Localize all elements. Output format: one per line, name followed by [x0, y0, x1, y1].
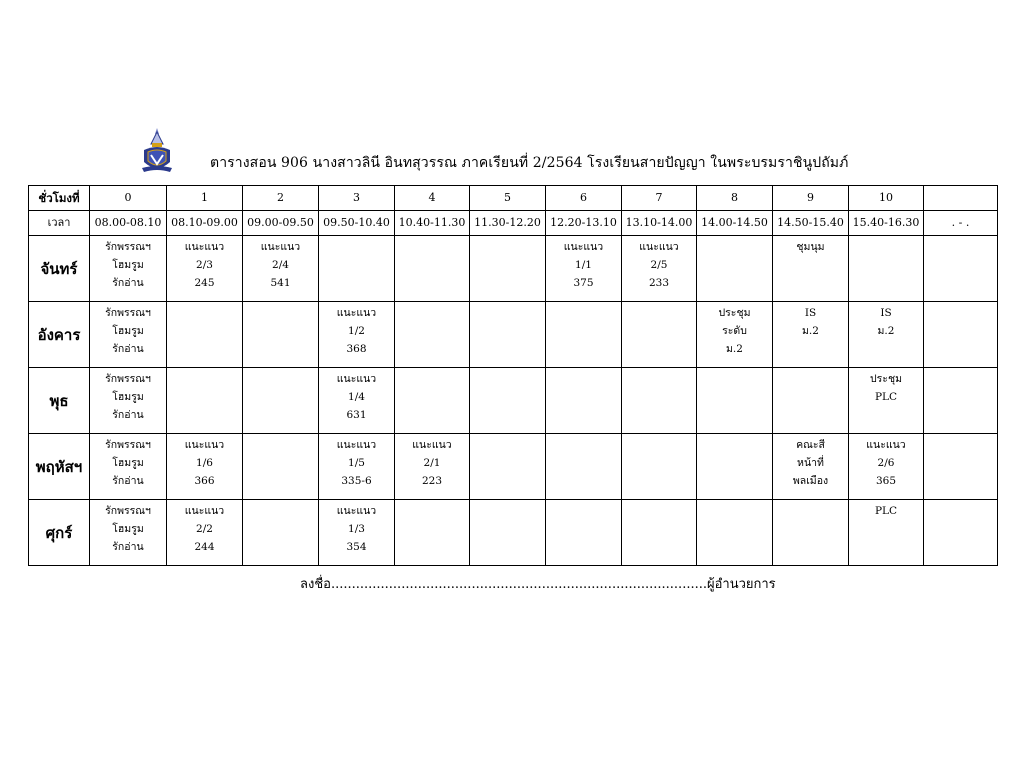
cell-line: 368 — [346, 343, 367, 355]
cell-line: หน้าที่ — [797, 457, 824, 469]
cell-line: 223 — [421, 475, 443, 487]
period-number: 0 — [90, 186, 167, 211]
cell-line: 233 — [648, 277, 670, 289]
period-number: 2 — [243, 186, 319, 211]
cell-line: รักพรรณฯ — [105, 439, 151, 451]
schedule-cell — [395, 500, 470, 566]
period-number: 10 — [849, 186, 924, 211]
schedule-cell — [167, 302, 243, 368]
cell-line: 375 — [573, 277, 594, 289]
cell-line: รักอ่าน — [112, 409, 144, 421]
schedule-cell — [773, 434, 849, 500]
time-slot: 09.50-10.40 — [319, 211, 395, 236]
schedule-cell — [319, 434, 395, 500]
cell-line: แนะแนว — [184, 505, 225, 517]
schedule-cell — [773, 302, 849, 368]
schedule-cell — [546, 500, 622, 566]
cell-line: แนะแนว — [184, 439, 225, 451]
schedule-cell — [90, 236, 167, 302]
schedule-cell — [924, 236, 998, 302]
cell-line: ม.2 — [726, 343, 743, 355]
cell-line: โฮมรูม — [112, 259, 144, 271]
teaching-schedule-table — [28, 185, 998, 566]
cell-line: ประชุม — [870, 373, 902, 385]
schedule-cell — [622, 500, 697, 566]
schedule-cell — [773, 236, 849, 302]
cell-line: แนะแนว — [336, 439, 377, 451]
cell-line: 244 — [194, 541, 215, 553]
schedule-cell — [697, 500, 773, 566]
period-number: 6 — [546, 186, 622, 211]
cell-line: 1/4 — [348, 391, 365, 403]
schedule-cell — [697, 236, 773, 302]
schedule-cell — [243, 302, 319, 368]
period-number: 1 — [167, 186, 243, 211]
schedule-cell — [243, 368, 319, 434]
cell-line: PLC — [874, 391, 898, 403]
schedule-cell — [697, 434, 773, 500]
period-number: 8 — [697, 186, 773, 211]
schedule-cell — [773, 500, 849, 566]
schedule-cell — [924, 434, 998, 500]
schedule-cell — [470, 302, 546, 368]
day-name: พุธ — [29, 368, 90, 434]
cell-line: แนะแนว — [336, 373, 377, 385]
cell-line: รักพรรณฯ — [105, 373, 151, 385]
schedule-cell — [243, 434, 319, 500]
cell-line: แนะแนว — [639, 241, 679, 253]
day-name: จันทร์ — [29, 236, 90, 302]
schedule-cell — [849, 434, 924, 500]
schedule-cell — [924, 302, 998, 368]
day-name: พฤหัสฯ — [29, 434, 90, 500]
schedule-cell — [319, 500, 395, 566]
schedule-cell — [319, 368, 395, 434]
cell-line: 541 — [270, 277, 291, 289]
schedule-cell — [849, 368, 924, 434]
day-row — [29, 368, 998, 434]
time-slot: . - . — [924, 211, 998, 236]
cell-line: 1/2 — [348, 325, 365, 337]
period-number: 3 — [319, 186, 395, 211]
cell-line: ม.2 — [877, 325, 895, 337]
cell-line: 1/5 — [348, 457, 365, 469]
schedule-cell — [243, 500, 319, 566]
schedule-cell — [395, 302, 470, 368]
schedule-cell — [319, 302, 395, 368]
cell-line: รักพรรณฯ — [105, 505, 151, 517]
schedule-cell — [697, 302, 773, 368]
cell-line: พลเมือง — [792, 475, 829, 487]
schedule-cell — [470, 368, 546, 434]
cell-line: รักอ่าน — [112, 343, 144, 355]
schedule-cell — [773, 368, 849, 434]
cell-line: รักพรรณฯ — [105, 307, 151, 319]
cell-line: โฮมรูม — [112, 457, 144, 469]
time-slot: 14.50-15.40 — [773, 211, 849, 236]
schedule-cell — [924, 500, 998, 566]
document-header — [140, 128, 860, 176]
schedule-cell — [167, 500, 243, 566]
page-title: ตารางสอน 906 นางสาวลินี อินทสุวรรณ ภาคเรียนที่ 2/2564 โรงเรียนสายปัญญา ในพระบรมราชินูปถัมภ์ — [210, 155, 849, 171]
schedule-cell — [849, 500, 924, 566]
cell-line: 1/3 — [348, 523, 365, 535]
schedule-cell — [395, 368, 470, 434]
cell-line: ชุมนุม — [796, 241, 825, 253]
day-row — [29, 302, 998, 368]
period-number: 7 — [622, 186, 697, 211]
signature-line: ลงชื่อ...........................................................................................ผู้อำนวยการ — [300, 577, 776, 592]
day-row — [29, 500, 998, 566]
cell-line: แนะแนว — [184, 241, 225, 253]
schedule-cell — [849, 302, 924, 368]
cell-line: IS — [804, 307, 817, 319]
cell-line: 2/2 — [196, 523, 213, 535]
schedule-cell — [697, 368, 773, 434]
cell-line: แนะแนว — [260, 241, 301, 253]
cell-line: ระดับ — [722, 325, 747, 337]
cell-line: 2/6 — [877, 457, 895, 469]
schedule-cell — [167, 434, 243, 500]
cell-line: ม.2 — [802, 325, 819, 337]
cell-line: โฮมรูม — [112, 325, 144, 337]
time-slot: 10.40-11.30 — [395, 211, 470, 236]
cell-line: แนะแนว — [866, 439, 906, 451]
cell-line: แนะแนว — [412, 439, 452, 451]
schedule-cell — [90, 302, 167, 368]
cell-line: 631 — [346, 409, 367, 421]
cell-line: 335-6 — [341, 475, 372, 487]
cell-line: PLC — [874, 505, 898, 517]
cell-line: 365 — [875, 475, 897, 487]
schedule-cell — [167, 236, 243, 302]
schedule-cell — [470, 236, 546, 302]
period-label: ชั่วโมงที่ — [29, 186, 90, 211]
schedule-cell — [546, 236, 622, 302]
schedule-cell — [622, 434, 697, 500]
period-number: 9 — [773, 186, 849, 211]
school-emblem-icon — [140, 128, 174, 176]
schedule-cell — [167, 368, 243, 434]
schedule-cell — [243, 236, 319, 302]
schedule-cell — [546, 434, 622, 500]
period-number — [924, 186, 998, 211]
cell-line: 2/3 — [196, 259, 213, 271]
cell-line: 1/6 — [196, 457, 213, 469]
schedule-cell — [849, 236, 924, 302]
time-header-row — [29, 211, 998, 236]
schedule-cell — [395, 434, 470, 500]
time-slot: 09.00-09.50 — [243, 211, 319, 236]
schedule-cell — [622, 368, 697, 434]
day-name: ศุกร์ — [29, 500, 90, 566]
cell-line: แนะแนว — [336, 505, 377, 517]
period-number: 5 — [470, 186, 546, 211]
cell-line: รักพรรณฯ — [105, 241, 151, 253]
schedule-cell — [546, 302, 622, 368]
day-row — [29, 434, 998, 500]
schedule-cell — [924, 368, 998, 434]
schedule-cell — [470, 434, 546, 500]
cell-line: 2/4 — [272, 259, 289, 271]
schedule-cell — [546, 368, 622, 434]
cell-line: แนะแนว — [336, 307, 377, 319]
period-number: 4 — [395, 186, 470, 211]
time-slot: 14.00-14.50 — [697, 211, 773, 236]
schedule-cell — [395, 236, 470, 302]
time-label: เวลา — [29, 211, 90, 236]
cell-line: โฮมรูม — [112, 391, 144, 403]
time-slot: 11.30-12.20 — [470, 211, 546, 236]
cell-line: 354 — [346, 541, 367, 553]
cell-line: 2/1 — [423, 457, 441, 469]
day-name: อังคาร — [29, 302, 90, 368]
time-slot: 13.10-14.00 — [622, 211, 697, 236]
schedule-cell — [319, 236, 395, 302]
time-slot: 15.40-16.30 — [849, 211, 924, 236]
cell-line: แนะแนว — [563, 241, 604, 253]
cell-line: IS — [880, 307, 892, 319]
cell-line: โฮมรูม — [112, 523, 144, 535]
schedule-cell — [90, 434, 167, 500]
schedule-cell — [622, 236, 697, 302]
cell-line: คณะสี — [796, 439, 825, 451]
schedule-cell — [470, 500, 546, 566]
time-slot: 08.10-09.00 — [167, 211, 243, 236]
schedule-cell — [622, 302, 697, 368]
schedule-cell — [90, 500, 167, 566]
time-slot: 08.00-08.10 — [90, 211, 167, 236]
cell-line: รักอ่าน — [112, 277, 144, 289]
cell-line: 245 — [194, 277, 215, 289]
cell-line: 1/1 — [575, 259, 592, 271]
cell-line: รักอ่าน — [112, 541, 144, 553]
cell-line: รักอ่าน — [112, 475, 144, 487]
time-slot: 12.20-13.10 — [546, 211, 622, 236]
period-header-row — [29, 186, 998, 211]
cell-line: 366 — [194, 475, 215, 487]
schedule-cell — [90, 368, 167, 434]
day-row — [29, 236, 998, 302]
cell-line: ประชุม — [718, 307, 751, 319]
cell-line: 2/5 — [650, 259, 668, 271]
